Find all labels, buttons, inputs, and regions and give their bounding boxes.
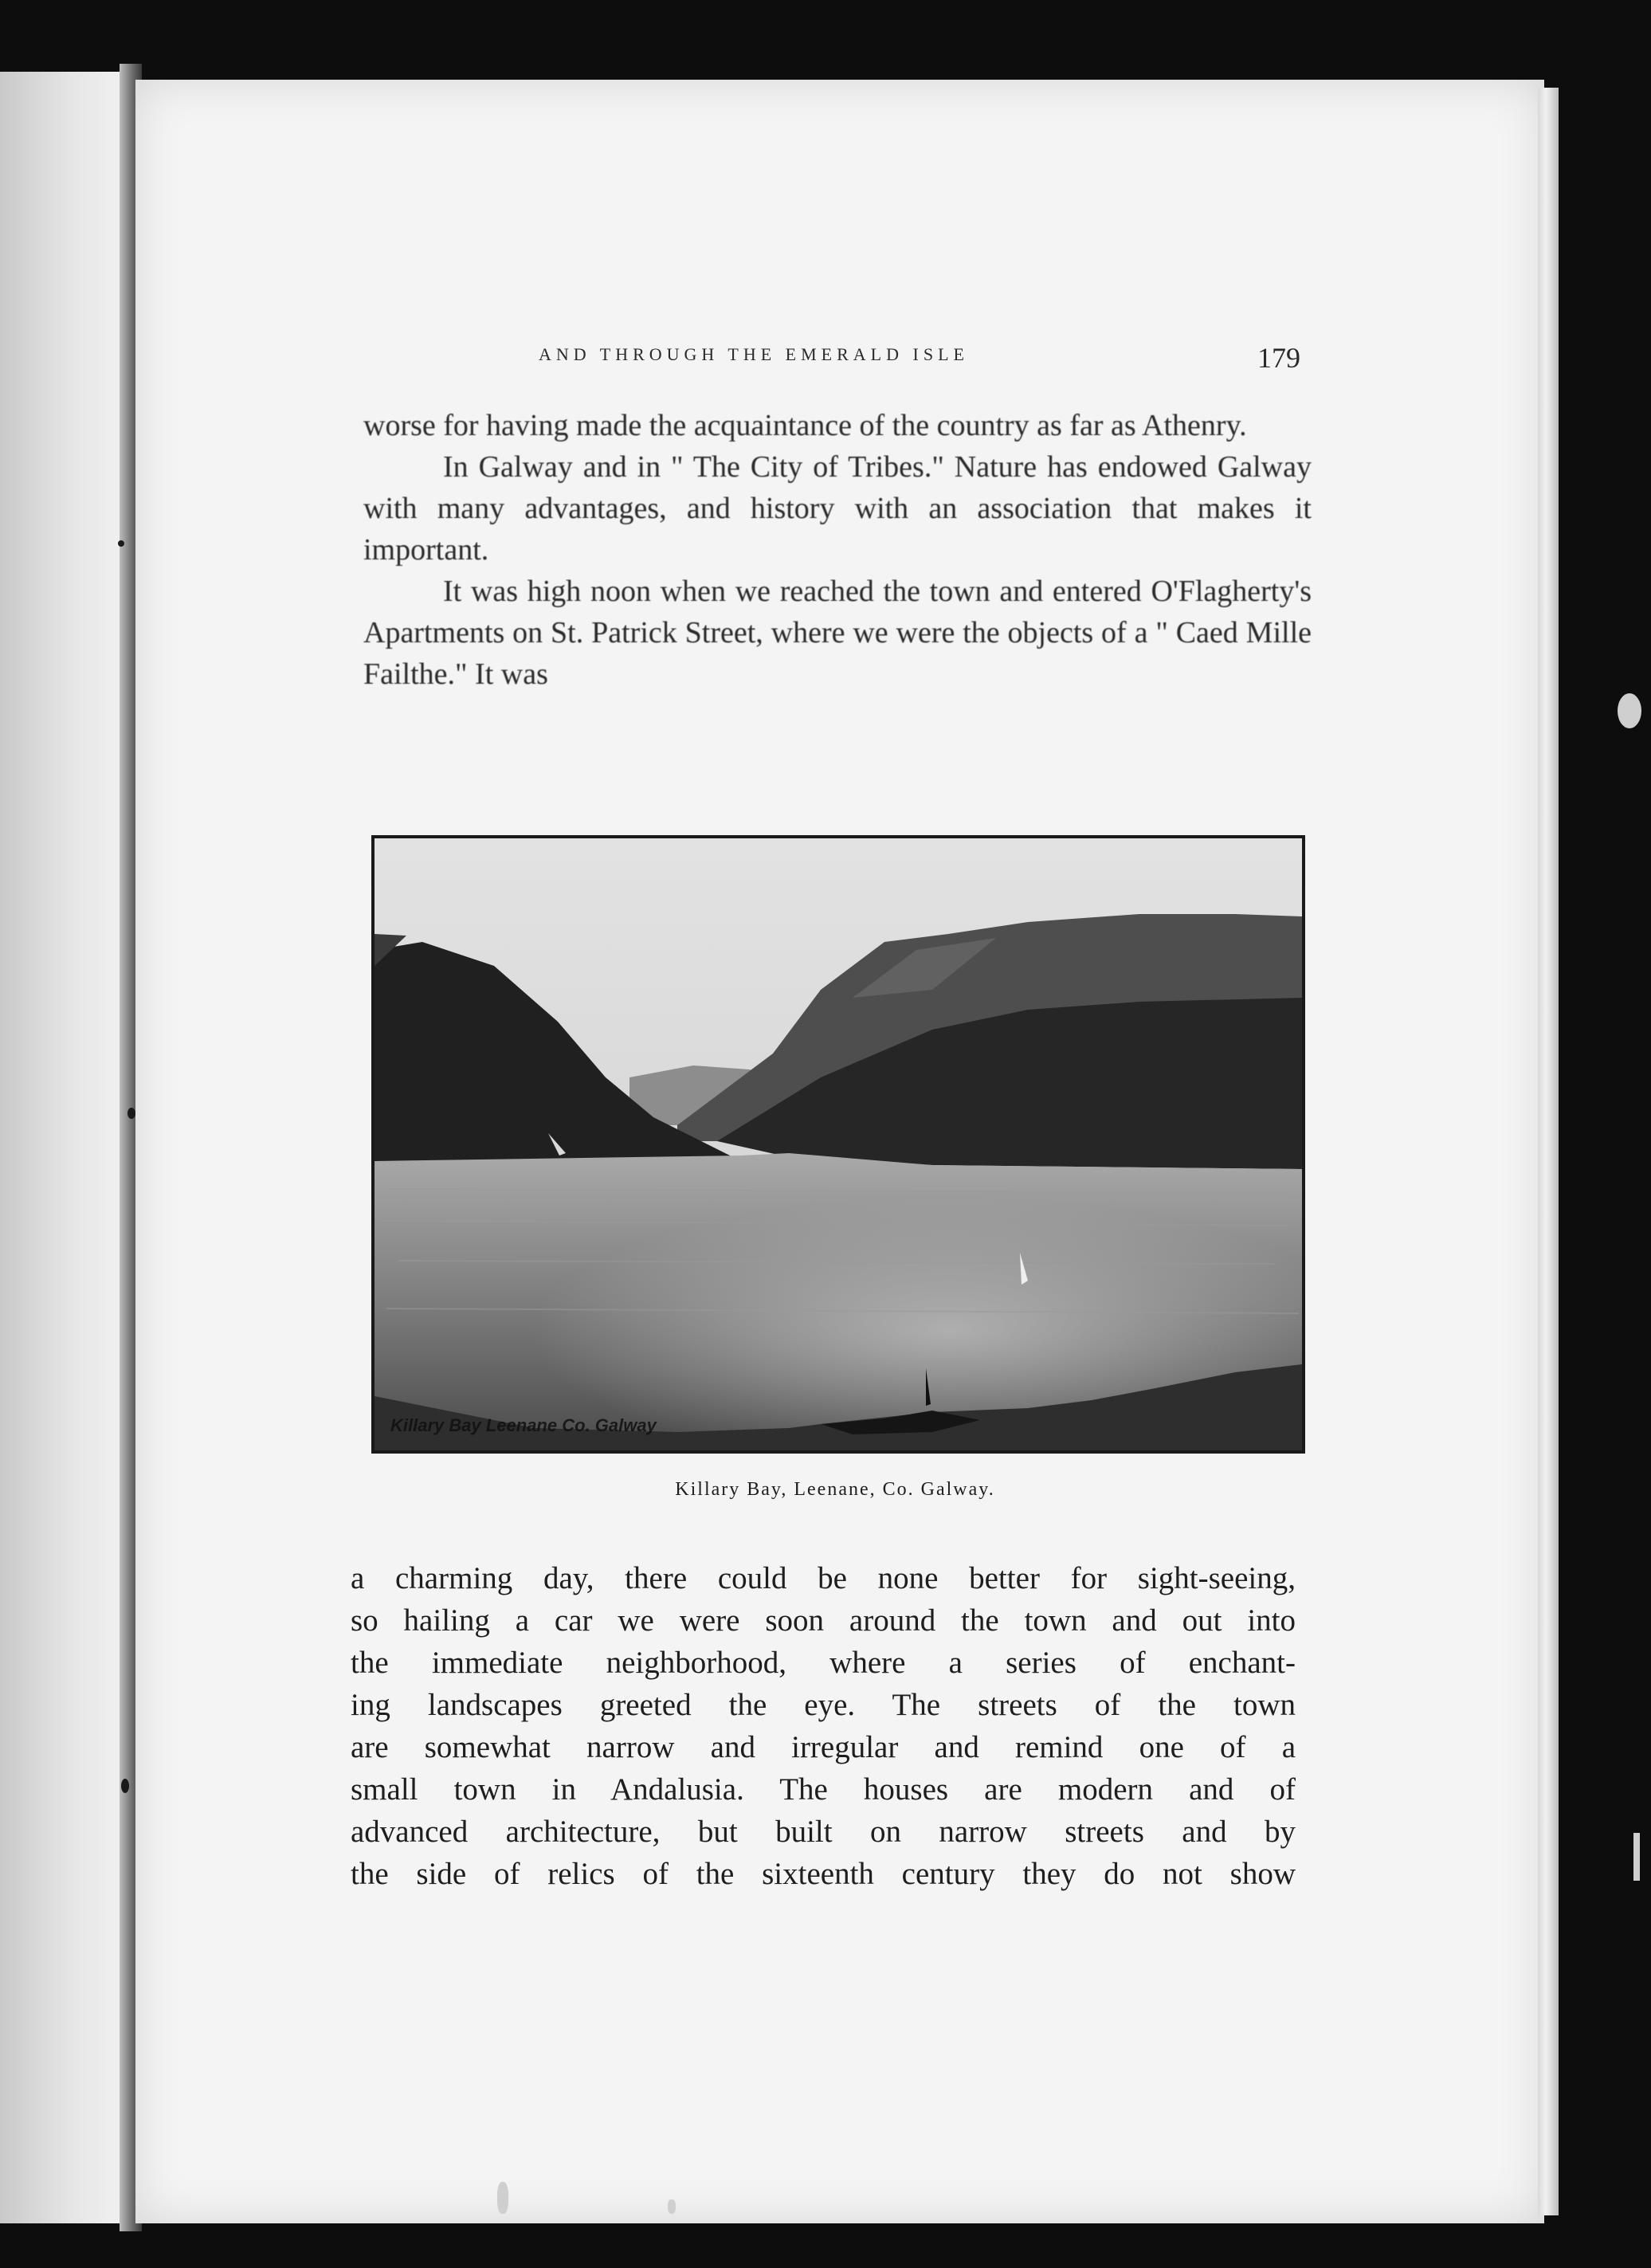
text-line: so hailing a car we were soon around the town and out into — [351, 1603, 1296, 1638]
scan-artifact — [668, 2199, 676, 2214]
page-number: 179 — [1257, 342, 1300, 374]
text-line: a charming day, there could be none better for sight-seeing, — [351, 1561, 1296, 1595]
text-line: the immediate neighborhood, where a series of enchant- — [351, 1646, 1296, 1680]
text-line: the side of relics of the sixteenth century they do not show — [351, 1857, 1296, 1891]
photo-inscription: Killary Bay Leenane Co. Galway — [390, 1415, 657, 1435]
margin-speck — [118, 540, 124, 547]
text-line: are somewhat narrow and irregular and remind one of a — [351, 1730, 1296, 1764]
margin-speck — [121, 1779, 129, 1793]
running-head: AND THROUGH THE EMERALD ISLE — [539, 344, 969, 364]
scan-artifact — [497, 2182, 508, 2214]
paragraph: worse for having made the acquaintance of the country as far as Athenry. — [363, 409, 1247, 442]
bay-photo-illustration — [375, 838, 1302, 1450]
text-line: small town in Andalusia. The houses are modern and of — [351, 1772, 1296, 1807]
left-facing-page — [0, 72, 131, 2223]
figure-caption: Killary Bay, Leenane, Co. Galway. — [675, 1479, 995, 1500]
paragraph: In Galway and in " The City of Tribes." Nature has endowed Galway with many advantages, and history with an association that makes it important. — [363, 450, 1312, 567]
scan-artifact — [1618, 693, 1641, 728]
text-line: ing landscapes greeted the eye. The streets of the town — [351, 1688, 1296, 1722]
margin-speck — [127, 1108, 135, 1119]
page-edge — [1538, 88, 1559, 2215]
upper-body-text — [363, 405, 1312, 695]
landscape-photograph — [371, 835, 1305, 1454]
lower-body-text — [351, 1557, 1296, 1895]
paragraph: It was high noon when we reached the town and entered O'Flagherty's Apartments on St. Patrick Street, where we were the objects of a " Caed Mille Failthe." It was — [363, 575, 1312, 691]
scan-artifact — [1633, 1833, 1640, 1881]
text-line: advanced architecture, but built on narrow streets and by — [351, 1815, 1296, 1849]
